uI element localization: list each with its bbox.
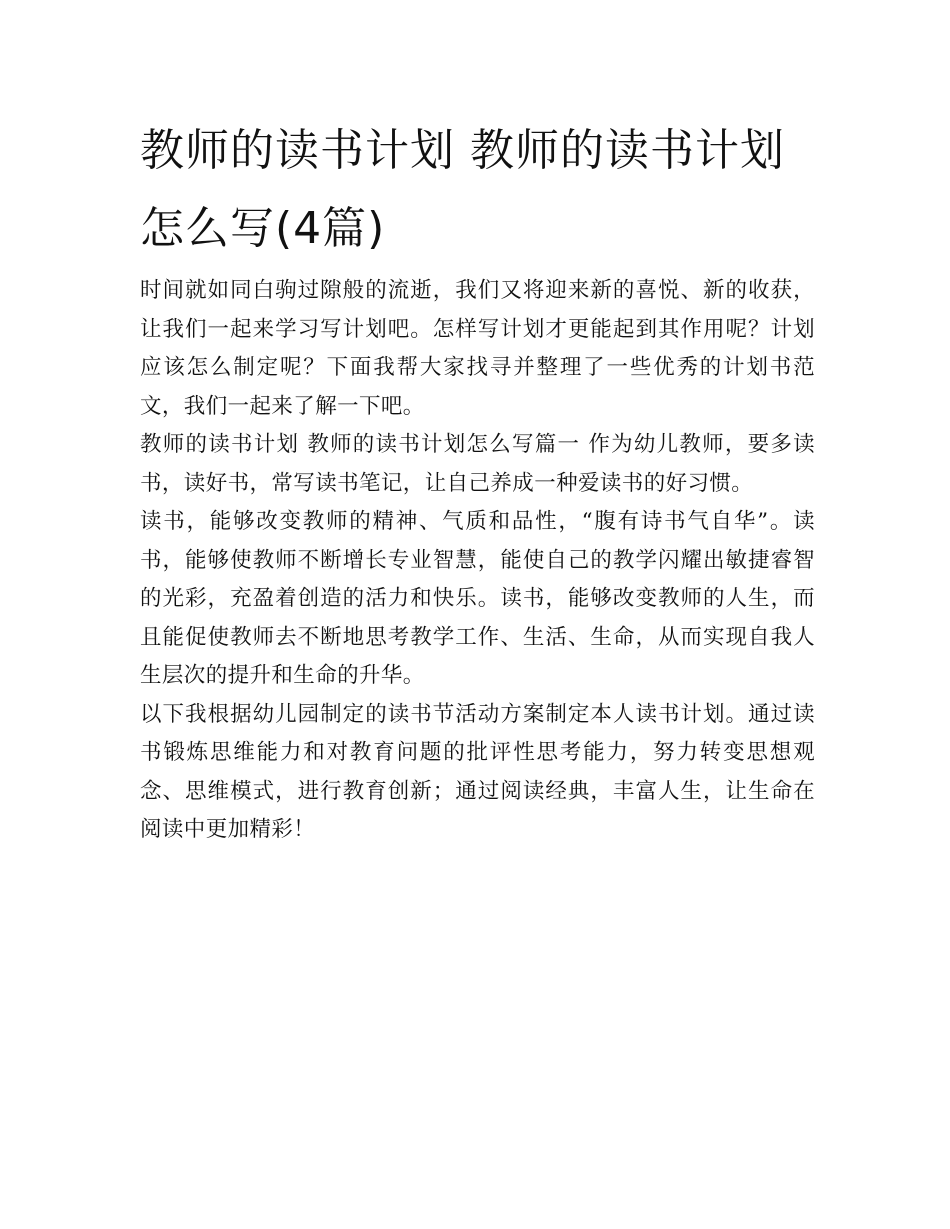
document-title: 教师的读书计划 教师的读书计划怎么写(4篇)	[140, 125, 785, 254]
paragraph-part-one: 教师的读书计划 教师的读书计划怎么写篇一 作为幼儿教师，要多读书，读好书，常写读书笔记，让自己养成一种爱读书的好习惯。	[140, 432, 815, 496]
paragraph-reading-benefits: 读书，能够改变教师的精神、气质和品性，“腹有诗书气自华”。读书，能够使教师不断增长专业智慧，能使自己的教学闪耀出敏捷睿智的光彩，充盈着创造的活力和快乐。读书，能够改变教师的人生，而且能促使教师去不断地思考教学工作、生活、生命，从而实现自我人生层次的提升和生命的升华。	[140, 509, 815, 688]
paragraph-plan-goals: 以下我根据幼儿园制定的读书节活动方案制定本人读书计划。通过读书锻炼思维能力和对教育问题的批评性思考能力，努力转变思想观念、思维模式，进行教育创新；通过阅读经典，丰富人生，让生命在阅读中更加精彩！	[140, 701, 815, 842]
paragraph-intro: 时间就如同白驹过隙般的流逝，我们又将迎来新的喜悦、新的收获，让我们一起来学习写计划吧。怎样写计划才更能起到其作用呢？计划应该怎么制定呢？下面我帮大家找寻并整理了一些优秀的计划书范文，我们一起来了解一下吧。	[140, 278, 815, 419]
document-page	[140, 112, 815, 850]
